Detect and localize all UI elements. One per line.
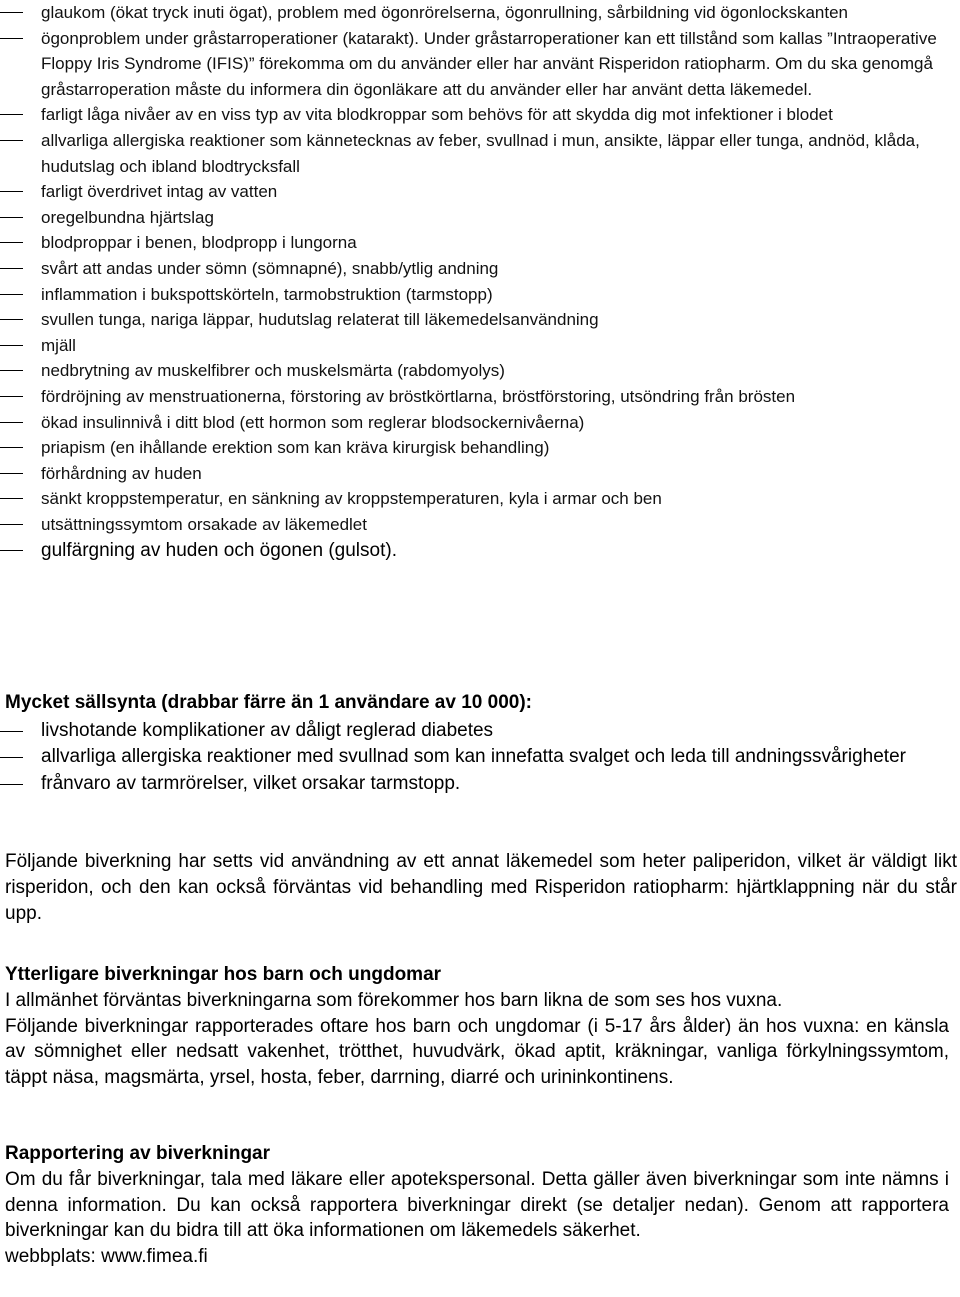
list-item: fördröjning av menstruationerna, förstoring av bröstkörtlarna, bröstförstoring, utsöndring från brösten (0, 384, 960, 410)
website-line: webbplats: www.fimea.fi (5, 1246, 208, 1268)
list-item: allvarliga allergiska reaktioner med svullnad som kan innefatta svalget och leda till andningssvårigheter (0, 744, 960, 770)
side-effects-list (0, 0, 960, 564)
list-item: svårt att andas under sömn (sömnapné), snabb/ytlig andning (0, 256, 960, 282)
list-item: förhårdning av huden (0, 461, 960, 487)
list-item: allvarliga allergiska reaktioner som kännetecknas av feber, svullnad i mun, ansikte, läppar eller tunga, andnöd, klåda, hudutslag och ibland blodtrycksfall (0, 128, 960, 179)
list-item: gulfärgning av huden och ögonen (gulsot). (0, 538, 960, 564)
list-item: blodproppar i benen, blodpropp i lungorna (0, 230, 960, 256)
reporting-body: Om du får biverkningar, tala med läkare eller apotekspersonal. Detta gäller även biverkningar som inte nämns i denna information. Du kan också rapportera biverkningar direkt (se detaljer nedan). Genom att rapportera biverkningar kan du bidra till att öka informationen om läkemedels säkerhet. (5, 1168, 949, 1242)
list-item: ögonproblem under gråstarroperationer (katarakt). Under gråstarroperationer kan ett tillstånd som kallas ”Intraoperative Floppy Iris Syndrome (IFIS)” förekomma om du använder eller har använt Risperidon ratiopharm. Om du ska genomgå gråstarroperation måste du informera din ögonläkare att du använder eller har använt detta läkemedel. (0, 26, 960, 103)
list-item: nedbrytning av muskelfibrer och muskelsmärta (rabdomyolys) (0, 358, 960, 384)
children-line-2: Följande biverkningar rapporterades oftare hos barn och ungdomar (i 5-17 års ålder) än hos vuxna: en känsla av sömnighet eller nedsatt vakenhet, trötthet, huvudvärk, ökad aptit, kräkningar, vanliga förkylningssymtom, täppt näsa, magsmärta, yrsel, hosta, feber, darrning, diarré och urininkontinens. (5, 1015, 949, 1089)
list-item: ökad insulinnivå i ditt blod (ett hormon som reglerar blodsockernivåerna) (0, 410, 960, 436)
list-item: sänkt kroppstemperatur, en sänkning av kroppstemperaturen, kyla i armar och ben (0, 486, 960, 512)
children-line-1: I allmänhet förväntas biverkningarna som förekommer hos barn likna de som ses hos vuxna. (5, 989, 783, 1011)
very-rare-list (0, 718, 960, 797)
list-item: farligt överdrivet intag av vatten (0, 179, 960, 205)
reporting-section (0, 1141, 952, 1270)
children-heading: Ytterligare biverkningar hos barn och ungdomar (5, 964, 442, 985)
list-item: utsättningssymtom orsakade av läkemedlet (0, 512, 960, 538)
list-item: svullen tunga, nariga läppar, hudutslag relaterat till läkemedelsanvändning (0, 307, 960, 333)
list-item: farligt låga nivåer av en viss typ av vita blodkroppar som behövs för att skydda dig mot infektioner i blodet (0, 102, 960, 128)
list-item: inflammation i bukspottskörteln, tarmobstruktion (tarmstopp) (0, 282, 960, 308)
list-item: oregelbundna hjärtslag (0, 205, 960, 231)
list-item: glaukom (ökat tryck inuti ögat), problem med ögonrörelserna, ögonrullning, sårbildning vid ögonlockskanten (0, 0, 960, 26)
list-item: priapism (en ihållande erektion som kan kräva kirurgisk behandling) (0, 435, 960, 461)
paliperidon-paragraph: Följande biverkning har setts vid användning av ett annat läkemedel som heter paliperidon, vilket är väldigt likt risperidon, och den kan också förväntas vid behandling med Risperidon ratiopharm: hjärtklappning när du står upp. (5, 851, 957, 924)
children-section (0, 962, 952, 1091)
list-item: mjäll (0, 333, 960, 359)
list-item: frånvaro av tarmrörelser, vilket orsakar tarmstopp. (0, 771, 960, 797)
reporting-heading: Rapportering av biverkningar (5, 1143, 271, 1164)
list-item: livshotande komplikationer av dåligt reglerad diabetes (0, 718, 960, 744)
very-rare-heading: Mycket sällsynta (drabbar färre än 1 användare av 10 000): (5, 692, 532, 713)
